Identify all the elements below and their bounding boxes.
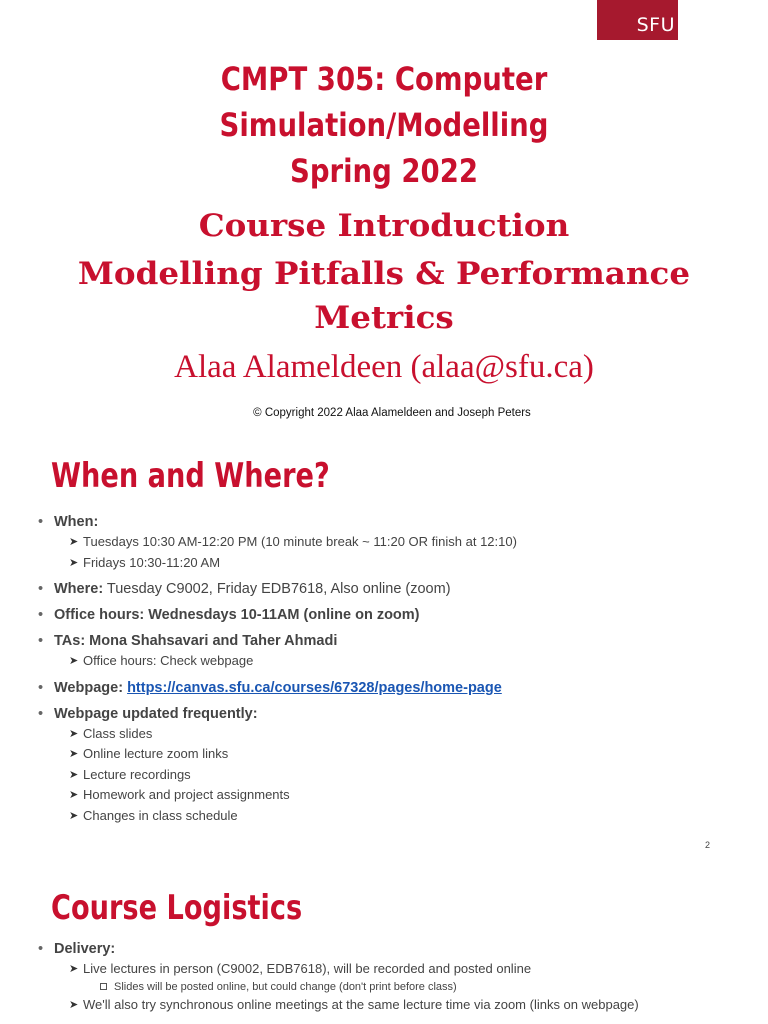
when-where-heading: When and Where? bbox=[51, 456, 330, 496]
arrow-bullet-icon: ➤ bbox=[69, 789, 79, 801]
author-line: Alaa Alameldeen (alaa@sfu.ca) bbox=[174, 349, 594, 385]
course-logistics-heading: Course Logistics bbox=[51, 888, 303, 928]
tas-bullet bbox=[38, 631, 517, 651]
updated-item bbox=[38, 744, 517, 765]
arrow-bullet-icon: ➤ bbox=[69, 809, 79, 822]
lecture-title bbox=[0, 204, 768, 340]
logistics-list bbox=[38, 939, 639, 1015]
arrow-bullet-icon: ➤ bbox=[69, 655, 79, 667]
updated-item-text: Lecture recordings bbox=[83, 766, 191, 782]
office-hours-text: Office hours: Wednesdays 10-11AM (online on zoom) bbox=[54, 607, 420, 623]
when-item bbox=[38, 553, 517, 574]
delivery-item bbox=[38, 959, 639, 980]
arrow-bullet-icon: ➤ bbox=[69, 768, 79, 781]
bullet-dot-icon: • bbox=[38, 633, 44, 649]
when-bullet bbox=[38, 512, 517, 532]
arrow-bullet-icon: ➤ bbox=[69, 556, 79, 569]
course-title bbox=[54, 56, 714, 194]
where-label: Where: bbox=[54, 581, 104, 597]
updated-bullet bbox=[38, 704, 517, 724]
when-where-list bbox=[38, 512, 517, 826]
delivery-subitem bbox=[38, 980, 639, 995]
delivery-label: Delivery: bbox=[54, 941, 116, 957]
arrow-bullet-icon: ➤ bbox=[69, 748, 79, 760]
updated-item bbox=[38, 724, 517, 745]
tas-item-text: Office hours: Check webpage bbox=[83, 653, 254, 668]
page-number: 2 bbox=[705, 840, 711, 850]
bullet-dot-icon: • bbox=[38, 941, 44, 957]
when-item-text: Fridays 10:30-11:20 AM bbox=[83, 554, 221, 570]
delivery-item-text: We'll also try synchronous online meetings at the same lecture time via zoom (links on webpage) bbox=[83, 996, 639, 1012]
square-bullet-icon bbox=[100, 983, 107, 990]
updated-item-text: Changes in class schedule bbox=[83, 807, 238, 823]
updated-item bbox=[38, 785, 517, 806]
updated-label: Webpage updated frequently: bbox=[54, 705, 258, 722]
lecture-title-line3: Metrics bbox=[314, 300, 454, 336]
updated-item bbox=[38, 765, 517, 786]
where-value: Tuesday C9002, Friday EDB7618, Also online (zoom) bbox=[103, 581, 451, 597]
delivery-subitem-text: Slides will be posted online, but could change (don't print before class) bbox=[114, 980, 457, 993]
bullet-dot-icon: • bbox=[38, 679, 44, 696]
updated-item-text: Class slides bbox=[83, 725, 153, 741]
delivery-item bbox=[38, 995, 639, 1016]
delivery-item-text: Live lectures in person (C9002, EDB7618), will be recorded and posted online bbox=[83, 961, 532, 976]
updated-item bbox=[38, 806, 517, 827]
bullet-dot-icon: • bbox=[38, 581, 44, 597]
arrow-bullet-icon: ➤ bbox=[69, 963, 79, 975]
when-item-text: Tuesdays 10:30 AM-12:20 PM (10 minute break ~ 11:20 OR finish at 12:10) bbox=[83, 534, 517, 549]
logo-text: SFU bbox=[636, 14, 675, 36]
arrow-bullet-icon: ➤ bbox=[69, 536, 79, 548]
when-item bbox=[38, 532, 517, 553]
lecture-title-line2: Modelling Pitfalls & Performance bbox=[77, 256, 691, 292]
arrow-bullet-icon: ➤ bbox=[69, 998, 79, 1011]
tas-text: TAs: Mona Shahsavari and Taher Ahmadi bbox=[54, 633, 338, 649]
sfu-logo bbox=[597, 0, 678, 40]
lecture-title-line1: Course Introduction bbox=[198, 208, 570, 244]
webpage-label: Webpage: bbox=[54, 679, 124, 696]
office-hours-bullet bbox=[38, 605, 517, 625]
bullet-dot-icon: • bbox=[38, 514, 44, 530]
course-title-line2: Spring 2022 bbox=[290, 152, 478, 190]
bullet-dot-icon: • bbox=[38, 705, 44, 722]
where-bullet bbox=[38, 579, 517, 599]
arrow-bullet-icon: ➤ bbox=[69, 727, 79, 740]
tas-item bbox=[38, 651, 517, 672]
webpage-bullet bbox=[38, 678, 517, 698]
webpage-link[interactable]: https://canvas.sfu.ca/courses/67328/pages/home-page bbox=[127, 679, 502, 696]
copyright-notice: © Copyright 2022 Alaa Alameldeen and Joseph Peters bbox=[253, 407, 531, 419]
delivery-bullet bbox=[38, 939, 639, 959]
updated-item-text: Homework and project assignments bbox=[83, 787, 290, 802]
updated-item-text: Online lecture zoom links bbox=[83, 746, 229, 761]
bullet-dot-icon: • bbox=[38, 607, 44, 623]
when-label: When: bbox=[54, 514, 99, 530]
course-title-line1: CMPT 305: Computer Simulation/Modelling bbox=[219, 60, 549, 144]
